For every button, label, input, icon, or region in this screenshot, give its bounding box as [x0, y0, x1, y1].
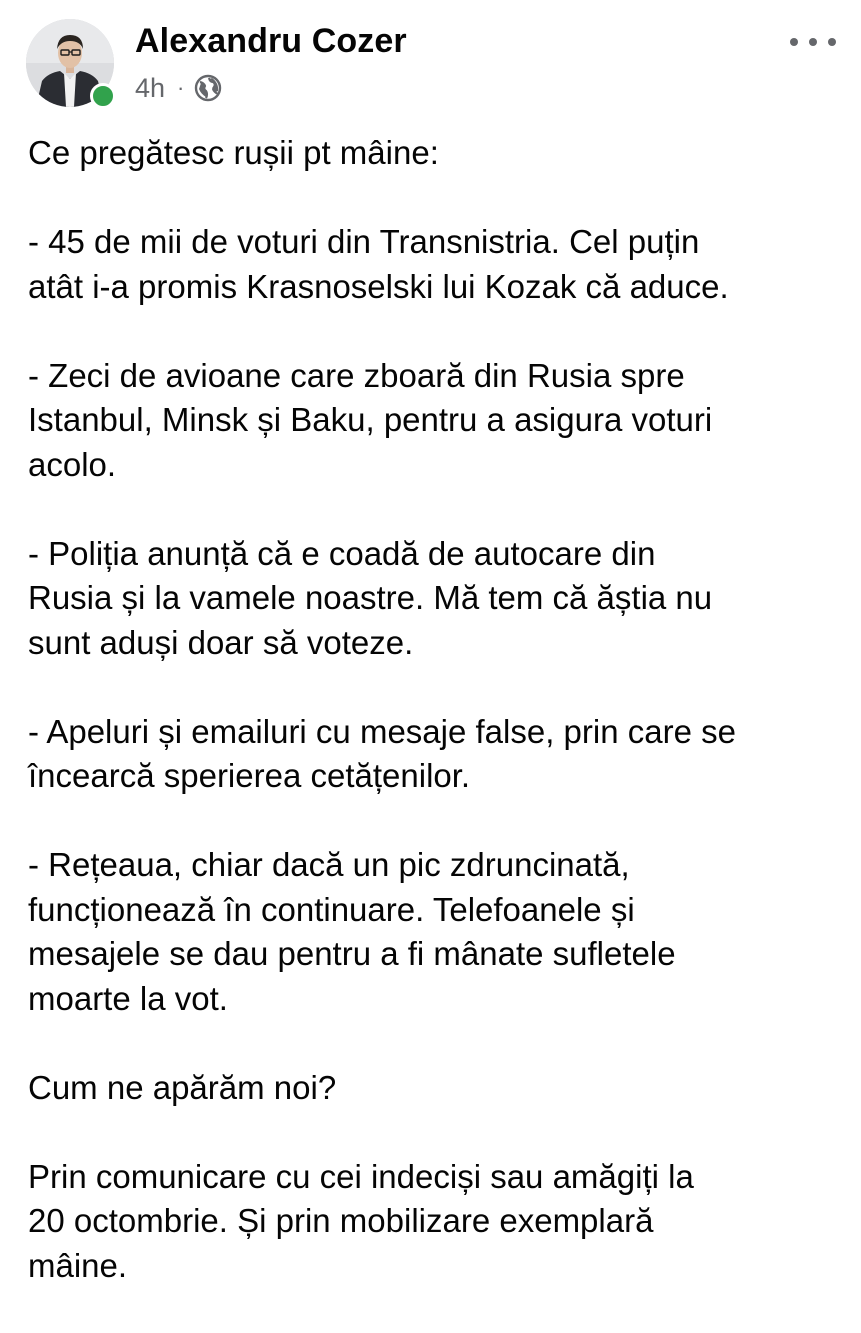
- more-options-icon[interactable]: [790, 28, 836, 56]
- post-text-line: 20 octombrie. Și prin mobilizare exemplară: [28, 1202, 654, 1239]
- post-text-line: moarte la vot.: [28, 979, 228, 1017]
- post-text-line: funcționează în continuare. Telefoanele și: [28, 890, 635, 928]
- post-text-line: mâine.: [28, 1246, 128, 1284]
- meta-separator: ·: [177, 75, 185, 100]
- post-text-line: Rusia și la vamele noastre. Mă tem că ăștia nu: [28, 579, 713, 616]
- post-paragraph: [28, 131, 848, 176]
- more-dot: [828, 38, 836, 46]
- post-text-line: - Zeci de avioane care zboară din Rusia spre: [28, 356, 685, 394]
- post-meta: [135, 72, 222, 104]
- post-text-line: - Apeluri și emailuri cu mesaje false, prin care se: [28, 712, 736, 750]
- post-text: [28, 131, 848, 1333]
- more-dot: [790, 38, 798, 46]
- post-paragraph: [28, 220, 848, 309]
- post-text-line: sunt aduși doar să voteze.: [28, 623, 414, 661]
- post-text-line: mesajele se dau pentru a fi mânate sufletele: [28, 935, 676, 972]
- post-text-line: Cum ne apărăm noi?: [28, 1068, 337, 1106]
- post-text-line: Istanbul, Minsk și Baku, pentru a asigura voturi: [28, 401, 713, 438]
- post-text-line: acolo.: [28, 445, 117, 483]
- globe-icon[interactable]: [194, 74, 222, 102]
- post-text-line: - 45 de mii de voturi din Transnistria. Cel puțin: [28, 223, 700, 260]
- author-name[interactable]: Alexandru Cozer: [135, 22, 407, 60]
- post-text-line: încearcă sperierea cetățenilor.: [28, 757, 471, 794]
- post-text-line: - Poliția anunță că e coadă de autocare din: [28, 534, 656, 572]
- online-status-indicator: [90, 83, 116, 109]
- post-paragraph: [28, 710, 848, 799]
- author-avatar[interactable]: [26, 19, 114, 107]
- post-paragraph: [28, 354, 848, 488]
- post-paragraph: [28, 532, 848, 666]
- post-text-line: - Rețeaua, chiar dacă un pic zdruncinată,: [28, 846, 630, 883]
- post-text-line: Ce pregătesc rușii pt mâine:: [28, 134, 439, 171]
- more-dot: [809, 38, 817, 46]
- post-timestamp[interactable]: 4h: [135, 72, 166, 103]
- post-paragraph: [28, 1155, 848, 1289]
- post-paragraph: [28, 1066, 848, 1111]
- post-text-line: Prin comunicare cu cei indeciși sau amăgiți la: [28, 1157, 694, 1195]
- post-paragraph: [28, 843, 848, 1021]
- post-header: [0, 0, 861, 120]
- post-text-line: atât i-a promis Krasnoselski lui Kozak că aduce.: [28, 267, 729, 305]
